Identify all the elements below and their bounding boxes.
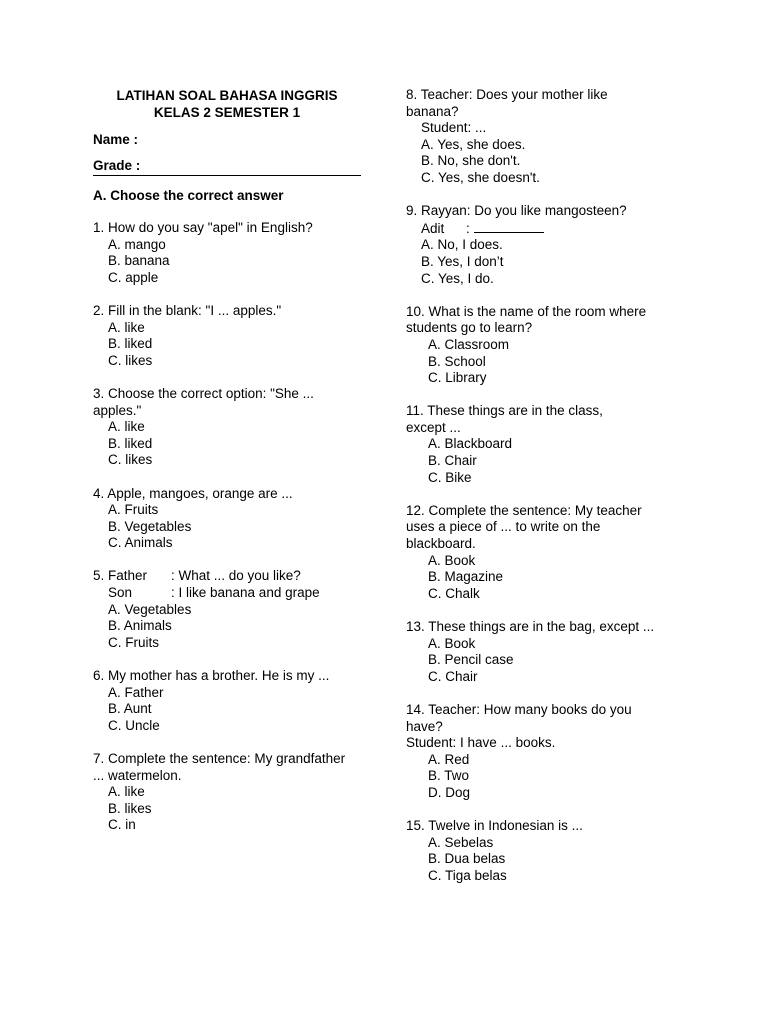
question-7-option-b: B. likes: [108, 800, 152, 816]
question-15-option-b: B. Dua belas: [428, 851, 506, 867]
name-field-label: Name :: [93, 132, 139, 147]
question-15-option-c: C. Tiga belas: [428, 867, 507, 883]
question-14-option-a: A. Red: [428, 751, 470, 767]
question-2-option-b: B. liked: [108, 336, 153, 352]
question-14-option-b: B. Two: [428, 768, 470, 784]
question-15: [406, 818, 681, 884]
question-8-text-line-1: 8. Teacher: Does your mother like: [406, 87, 608, 102]
question-15-text: 15. Twelve in Indonesian is ...: [406, 818, 583, 834]
question-1-option-c: C. apple: [108, 269, 159, 285]
question-11-text-line-2: except ...: [406, 419, 461, 435]
title-line-2: KELAS 2 SEMESTER 1: [153, 105, 301, 120]
question-10-text-line-1: 10. What is the name of the room where: [406, 303, 647, 319]
question-9-option-c: C. Yes, I do.: [421, 270, 494, 286]
question-8: [406, 87, 681, 187]
question-13: [406, 619, 681, 685]
title-line-1: LATIHAN SOAL BAHASA INGGRIS: [116, 88, 338, 103]
question-2: [93, 303, 365, 369]
question-1-text: 1. How do you say "apel" in English?: [93, 220, 313, 235]
question-11: [406, 403, 681, 486]
question-7-text-line-1: 7. Complete the sentence: My grandfather: [93, 751, 346, 766]
question-9-speaker: Adit: [421, 220, 445, 236]
question-3-text-line-1: 3. Choose the correct option: "She ...: [93, 385, 314, 401]
question-5-option-a: A. Vegetables: [108, 601, 192, 617]
question-12-option-c: C. Chalk: [428, 585, 480, 601]
question-3-option-b: B. liked: [108, 435, 153, 451]
question-14-text-line-2: have?: [406, 718, 443, 734]
question-9-text-line-1: 9. Rayyan: Do you like mangosteen?: [406, 203, 627, 219]
question-12-option-a: A. Book: [428, 552, 476, 568]
question-13-text: 13. These things are in the bag, except ...: [406, 619, 655, 634]
question-1-option-a: A. mango: [108, 236, 166, 252]
question-7-option-a: A. like: [108, 784, 145, 800]
question-2-option-c: C. likes: [108, 352, 153, 368]
question-12-text-line-1: 12. Complete the sentence: My teacher: [406, 502, 642, 518]
question-12: [406, 503, 681, 603]
question-10-text-line-2: students go to learn?: [406, 320, 533, 336]
question-3-text-line-2: apples.": [93, 402, 142, 418]
question-5-dialogue-line-1: [93, 568, 365, 585]
right-column: [406, 87, 681, 885]
question-4-option-a: A. Fruits: [108, 502, 159, 518]
question-4-option-b: B. Vegetables: [108, 518, 192, 534]
section-a-heading: A. Choose the correct answer: [93, 188, 284, 203]
page-title: [93, 87, 361, 121]
question-8-text-line-3: Student: ...: [421, 120, 487, 136]
question-12-text-line-3: blackboard.: [406, 536, 476, 552]
question-9-option-b: B. Yes, I don’t: [421, 253, 504, 269]
question-6: [93, 668, 365, 734]
question-5: [93, 568, 365, 651]
question-4-option-c: C. Animals: [108, 535, 173, 551]
question-14-text-line-1: 14. Teacher: How many books do you: [406, 701, 632, 717]
question-5-line-2: : I like banana and grape: [171, 585, 320, 601]
question-14-text-line-3: Student: I have ... books.: [406, 735, 556, 751]
question-13-option-b: B. Pencil case: [428, 652, 514, 668]
question-13-option-a: A. Book: [428, 635, 476, 651]
question-11-option-c: C. Bike: [428, 469, 472, 485]
question-9-option-a: A. No, I does.: [421, 237, 503, 253]
question-8-text-line-2: banana?: [406, 103, 459, 119]
question-11-option-a: A. Blackboard: [428, 436, 513, 452]
question-2-text: 2. Fill in the blank: "I ... apples.": [93, 302, 282, 318]
question-5-line-1: : What ... do you like?: [171, 568, 301, 584]
question-10-option-a: A. Classroom: [428, 336, 510, 352]
question-9-answer-blank: [474, 220, 544, 233]
question-4: [93, 486, 365, 552]
question-6-option-a: A. Father: [108, 684, 164, 700]
question-7: [93, 751, 365, 834]
question-6-option-b: B. Aunt: [108, 701, 152, 717]
question-9-reply-line: [406, 220, 681, 238]
question-5-speaker-1: 5. Father: [93, 568, 148, 584]
question-1: [93, 220, 365, 286]
question-10: [406, 304, 681, 387]
question-3-option-a: A. like: [108, 419, 145, 435]
grade-field-label: Grade :: [93, 157, 361, 176]
question-12-option-b: B. Magazine: [428, 569, 504, 585]
question-6-option-c: C. Uncle: [108, 717, 160, 733]
question-1-option-b: B. banana: [108, 253, 170, 269]
question-11-option-b: B. Chair: [428, 453, 477, 469]
question-2-option-a: A. like: [108, 319, 145, 335]
question-7-text-line-2: ... watermelon.: [93, 767, 182, 783]
question-4-text: 4. Apple, mangoes, orange are ...: [93, 485, 293, 501]
question-5-option-b: B. Animals: [108, 618, 172, 634]
question-13-option-c: C. Chair: [428, 668, 478, 684]
question-10-option-b: B. School: [428, 353, 486, 369]
question-8-option-a: A. Yes, she does.: [421, 136, 526, 152]
question-10-option-c: C. Library: [428, 370, 487, 386]
question-5-option-c: C. Fruits: [108, 634, 160, 650]
question-3-option-c: C. likes: [108, 452, 153, 468]
question-11-text-line-1: 11. These things are in the class,: [406, 403, 603, 419]
question-15-option-a: A. Sebelas: [428, 834, 494, 850]
question-3: [93, 386, 365, 469]
question-9-reply-prefix: :: [466, 220, 470, 236]
left-column: [93, 87, 365, 834]
question-8-option-c: C. Yes, she doesn't.: [421, 169, 540, 185]
question-14-option-c: D. Dog: [428, 784, 471, 800]
question-9: [406, 203, 681, 287]
question-5-speaker-2: Son: [108, 585, 133, 601]
question-5-dialogue-line-2: [93, 585, 365, 602]
question-12-text-line-2: uses a piece of ... to write on the: [406, 519, 601, 535]
question-7-option-c: C. in: [108, 817, 136, 833]
question-6-text: 6. My mother has a brother. He is my ...: [93, 668, 330, 684]
question-8-option-b: B. No, she don't.: [421, 153, 521, 169]
question-14: [406, 702, 681, 802]
